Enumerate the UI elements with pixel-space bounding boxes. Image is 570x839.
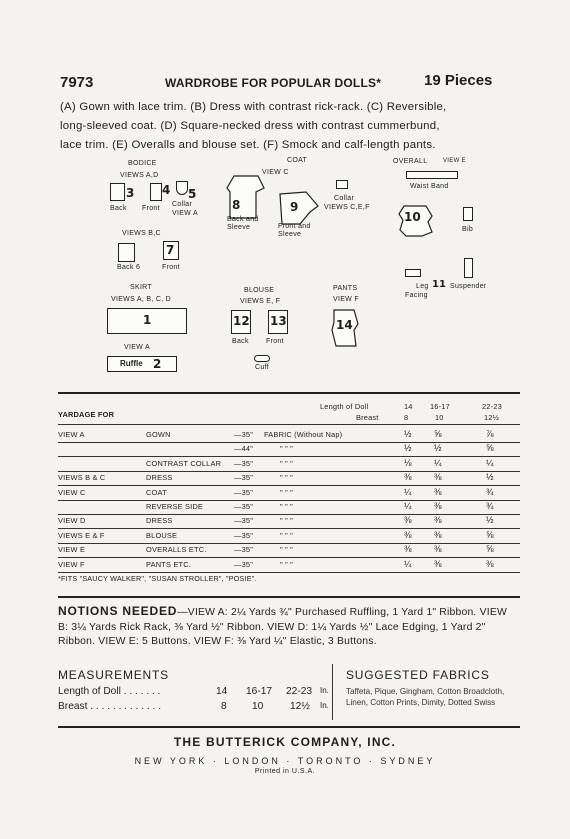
row-value-22: ⅝	[486, 544, 494, 555]
row-item: COAT	[146, 487, 167, 497]
row-item: GOWN	[146, 430, 171, 439]
piece-number-3: 3	[126, 186, 135, 200]
bodice-back6-label: Back 6	[117, 264, 141, 271]
coat-back-label: Back and Sleeve	[227, 216, 259, 231]
row-value-22: ⅝	[486, 443, 494, 454]
notions-heading: NOTIONS NEEDED	[58, 604, 178, 618]
row-value-14: ½	[404, 443, 412, 454]
facing-label: Facing	[405, 292, 428, 299]
description-line: long-sleeved coat. (D) Square-necked dress with contrast cummerbund,	[60, 120, 440, 132]
waist-band-label: Waist Band	[410, 183, 449, 190]
row-value-22: ⅜	[486, 558, 494, 569]
bodice-title: BODICE	[128, 160, 157, 167]
row-item: OVERALLS ETC.	[146, 545, 207, 555]
table-row	[58, 428, 520, 443]
row-value-14: ⅜	[404, 544, 412, 555]
fabrics-text: Taffeta, Pique, Gingham, Cotton Broadcloth, Linen, Cotton Prints, Dimity, Dotted Swiss	[346, 687, 505, 708]
piece-number-7: 7	[166, 243, 175, 257]
meas-value: 22-23	[286, 686, 313, 697]
row-width: —35"	[234, 559, 254, 569]
piece-number-10: 10	[404, 210, 421, 224]
row-value-14: ⅛	[404, 457, 412, 468]
table-top-rule	[58, 392, 520, 394]
row-value-22: ¼	[486, 457, 494, 468]
row-value-22: ¾	[486, 486, 494, 497]
coat-collar-label: Collar	[334, 195, 355, 202]
meas-unit: In.	[320, 686, 329, 695]
row-value-16: ⅝	[434, 429, 442, 439]
row-value-22: ½	[486, 515, 494, 526]
row-item: REVERSE SIDE	[146, 502, 204, 511]
table-row	[58, 442, 520, 457]
bodice-views: VIEWS A,D	[120, 172, 159, 179]
row-value-16: ⅜	[434, 515, 442, 526]
table-row	[58, 514, 520, 529]
piece-number-4: 4	[162, 183, 171, 197]
meas-label-breast: Breast . . . . . . . . . . . . .	[58, 701, 162, 712]
fits-footnote: *FITS "SAUCY WALKER", "SUSAN STROLLER", "POSIE".	[58, 574, 257, 583]
coat-title: COAT	[287, 157, 308, 164]
bodice-front-piece	[150, 183, 162, 201]
bodice-collar-piece	[176, 181, 188, 195]
row-item: BLOUSE	[146, 530, 178, 540]
row-value-16: ⅜	[434, 558, 442, 569]
row-width: —35"	[234, 473, 254, 483]
overall-view: VIEW E	[443, 158, 466, 164]
row-view: VIEW D	[58, 516, 86, 526]
collar-label: Collar	[172, 201, 193, 208]
bib-piece	[463, 207, 473, 221]
row-value-16: ⅜	[434, 486, 442, 497]
row-value-16: ⅜	[434, 472, 442, 483]
row-ditto: " " "	[280, 545, 293, 555]
coat-collar-piece	[336, 180, 348, 189]
printed-note: Printed in U.S.A.	[254, 768, 316, 775]
row-value-16: ½	[434, 443, 442, 454]
row-ditto: " " "	[280, 487, 293, 497]
row-value-16: ¼	[434, 457, 442, 468]
skirt-piece	[107, 308, 187, 334]
table-row	[58, 529, 520, 544]
row-item: PANTS ETC.	[146, 559, 191, 569]
pattern-title: WARDROBE FOR POPULAR DOLLS*	[165, 76, 382, 90]
suspender-piece	[464, 258, 473, 278]
suspender-label: Suspender	[450, 283, 487, 290]
row-view: VIEW C	[58, 487, 86, 497]
pattern-pieces-diagram	[0, 0, 570, 380]
bodice-back6-piece	[118, 243, 135, 262]
row-width: —35"	[234, 545, 254, 555]
row-width: —35"	[234, 516, 254, 526]
row-width: —44"	[234, 444, 254, 454]
table-row	[58, 500, 520, 515]
yardage-title: YARDAGE FOR	[58, 410, 115, 419]
meas-value: 8	[221, 701, 227, 712]
coat-view: VIEW C	[262, 169, 289, 176]
blouse-views: VIEWS E, F	[240, 298, 281, 305]
bodice-views-bc: VIEWS B,C	[122, 230, 161, 237]
company-name: THE BUTTERICK COMPANY, INC.	[173, 735, 397, 749]
bib-label: Bib	[462, 226, 474, 233]
skirt-title: SKIRT	[130, 284, 152, 291]
notions-text: —VIEW A: 2¼ Yards ¾" Purchased Ruffling, 1 Yard 1" Ribbon. VIEW B: 3¼ Yards Rick Rack, ⅜ Yard ½" Ribbon. VIEW D: 1¼ Yards ½" Lace Edging, 1 Yard 2" Ribbon. VIEW E: 5 Buttons. VIEW F: ⅜ Yard ¼" Elastic, 3 Buttons.	[58, 607, 507, 647]
meas-unit: In.	[320, 701, 329, 710]
size-length-14: 14	[404, 402, 413, 411]
pieces-count: 19 Pieces	[424, 72, 493, 89]
row-value-14: ¼	[404, 558, 412, 569]
row-item: CONTRAST COLLAR	[146, 458, 222, 468]
leg-label: Leg	[416, 283, 429, 290]
row-width: —35"	[234, 430, 254, 439]
overall-title: OVERALL	[393, 158, 428, 165]
row-ditto: " " "	[280, 516, 293, 526]
meas-value: 14	[216, 686, 228, 697]
row-view: VIEWS E & F	[58, 530, 105, 540]
row-view: VIEWS B & C	[58, 473, 106, 483]
cuff-piece	[254, 355, 270, 362]
pants-views: VIEW F	[333, 296, 359, 303]
row-value-22: ½	[486, 472, 494, 483]
yardage-rows	[58, 428, 520, 582]
row-ditto: " " "	[280, 530, 293, 540]
row-value-14: ½	[404, 429, 412, 439]
section-divider	[332, 664, 333, 720]
meas-value: 16-17	[246, 686, 273, 697]
row-value-14: ⅜	[404, 529, 412, 540]
blouse-back-label: Back	[232, 338, 249, 345]
blouse-back-piece	[231, 310, 251, 334]
row-view: VIEW E	[58, 545, 86, 555]
row-value-14: ¼	[404, 501, 412, 511]
row-value-14: ¼	[404, 486, 412, 497]
bodice-front-label: Front	[142, 205, 160, 212]
measurements-table	[58, 686, 338, 716]
row-width: —35"	[234, 530, 254, 540]
pattern-number: 7973	[60, 74, 94, 91]
pants-title: PANTS	[333, 285, 358, 292]
length-label: Length of Doll	[320, 402, 369, 411]
piece-number-1: 1	[143, 313, 152, 327]
piece-number-2: 2	[153, 357, 162, 371]
row-width: —35"	[234, 487, 254, 497]
piece-number-8: 8	[232, 198, 241, 212]
leg-facing-piece	[405, 269, 421, 277]
size-length-16: 16-17	[430, 402, 450, 411]
meas-value: 12½	[290, 701, 310, 712]
coat-front-sleeve-piece	[278, 190, 320, 226]
row-ditto: " " "	[280, 458, 293, 468]
blouse-front-piece	[268, 310, 288, 334]
size-length-22: 22-23	[482, 402, 502, 411]
row-item: DRESS	[146, 516, 173, 526]
row-ditto: " " "	[280, 559, 293, 569]
coat-front-label: Front and Sleeve	[278, 223, 311, 238]
row-value-14: ⅜	[404, 472, 412, 483]
row-item: DRESS	[146, 473, 173, 483]
row-value-16: ⅜	[434, 501, 442, 511]
row-value-22: ¾	[486, 501, 494, 511]
row-value-16: ⅜	[434, 544, 442, 555]
size-breast-12: 12½	[484, 413, 499, 422]
description-line: (A) Gown with lace trim. (B) Dress with contrast rick-rack. (C) Reversible,	[60, 101, 447, 113]
row-width: —35"	[234, 502, 254, 511]
row-value-16: ⅜	[434, 529, 442, 540]
table-row	[58, 543, 520, 558]
collar-view-label: VIEW A	[172, 210, 198, 217]
coat-collar-views: VIEWS C,E,F	[324, 204, 370, 211]
row-view: VIEW A	[58, 430, 85, 439]
piece-number-5: 5	[188, 187, 197, 201]
fabrics-heading: SUGGESTED FABRICS	[346, 668, 490, 682]
table-row	[58, 558, 520, 573]
meas-label-length: Length of Doll . . . . . . .	[58, 686, 161, 697]
size-breast-8: 8	[404, 413, 409, 422]
piece-number-13: 13	[270, 314, 287, 328]
row-ditto: " " "	[280, 502, 293, 511]
ruffle-piece	[107, 356, 177, 372]
row-value-14: ⅜	[404, 515, 412, 526]
table-row	[58, 471, 520, 486]
notions-section	[58, 604, 516, 650]
piece-number-14: 14	[336, 318, 353, 332]
description-line: lace trim. (E) Overalls and blouse set. (F) Smock and calf-length pants.	[60, 139, 436, 151]
row-width: —35"	[234, 458, 254, 468]
footer-top-rule	[58, 726, 520, 728]
bodice-back-label: Back	[110, 205, 127, 212]
bodice-back-piece	[110, 183, 125, 201]
measurements-heading: MEASUREMENTS	[58, 668, 169, 682]
notions-top-rule	[58, 596, 520, 598]
row-value-22: ⅞	[486, 429, 494, 439]
table-row	[58, 457, 520, 472]
table-row	[58, 486, 520, 501]
cuff-label: Cuff	[255, 364, 269, 371]
row-view: VIEW F	[58, 559, 85, 569]
blouse-front-label: Front	[266, 338, 284, 345]
header-divider	[58, 424, 520, 425]
ruffle-view: VIEW A	[124, 344, 150, 351]
blouse-title: BLOUSE	[244, 287, 275, 294]
yardage-table	[58, 396, 520, 586]
bodice-front7-label: Front	[162, 264, 180, 271]
row-ditto: " " "	[280, 473, 293, 483]
piece-number-12: 12	[233, 314, 250, 328]
ruffle-label: Ruffle	[120, 359, 143, 368]
waist-band-piece	[406, 171, 458, 179]
company-cities: NEW YORK · LONDON · TORONTO · SYDNEY	[134, 756, 436, 766]
size-breast-10: 10	[435, 413, 444, 422]
breast-label: Breast	[356, 413, 379, 422]
skirt-views: VIEWS A, B, C, D	[111, 296, 172, 303]
coat-back-sleeve-piece	[226, 174, 266, 220]
row-fabric: FABRIC (Without Nap)	[264, 430, 343, 439]
piece-number-9: 9	[290, 200, 299, 214]
piece-number-11: 11	[432, 279, 446, 290]
meas-value: 10	[252, 701, 264, 712]
row-value-22: ⅝	[486, 529, 494, 540]
row-ditto: " " "	[280, 444, 293, 454]
